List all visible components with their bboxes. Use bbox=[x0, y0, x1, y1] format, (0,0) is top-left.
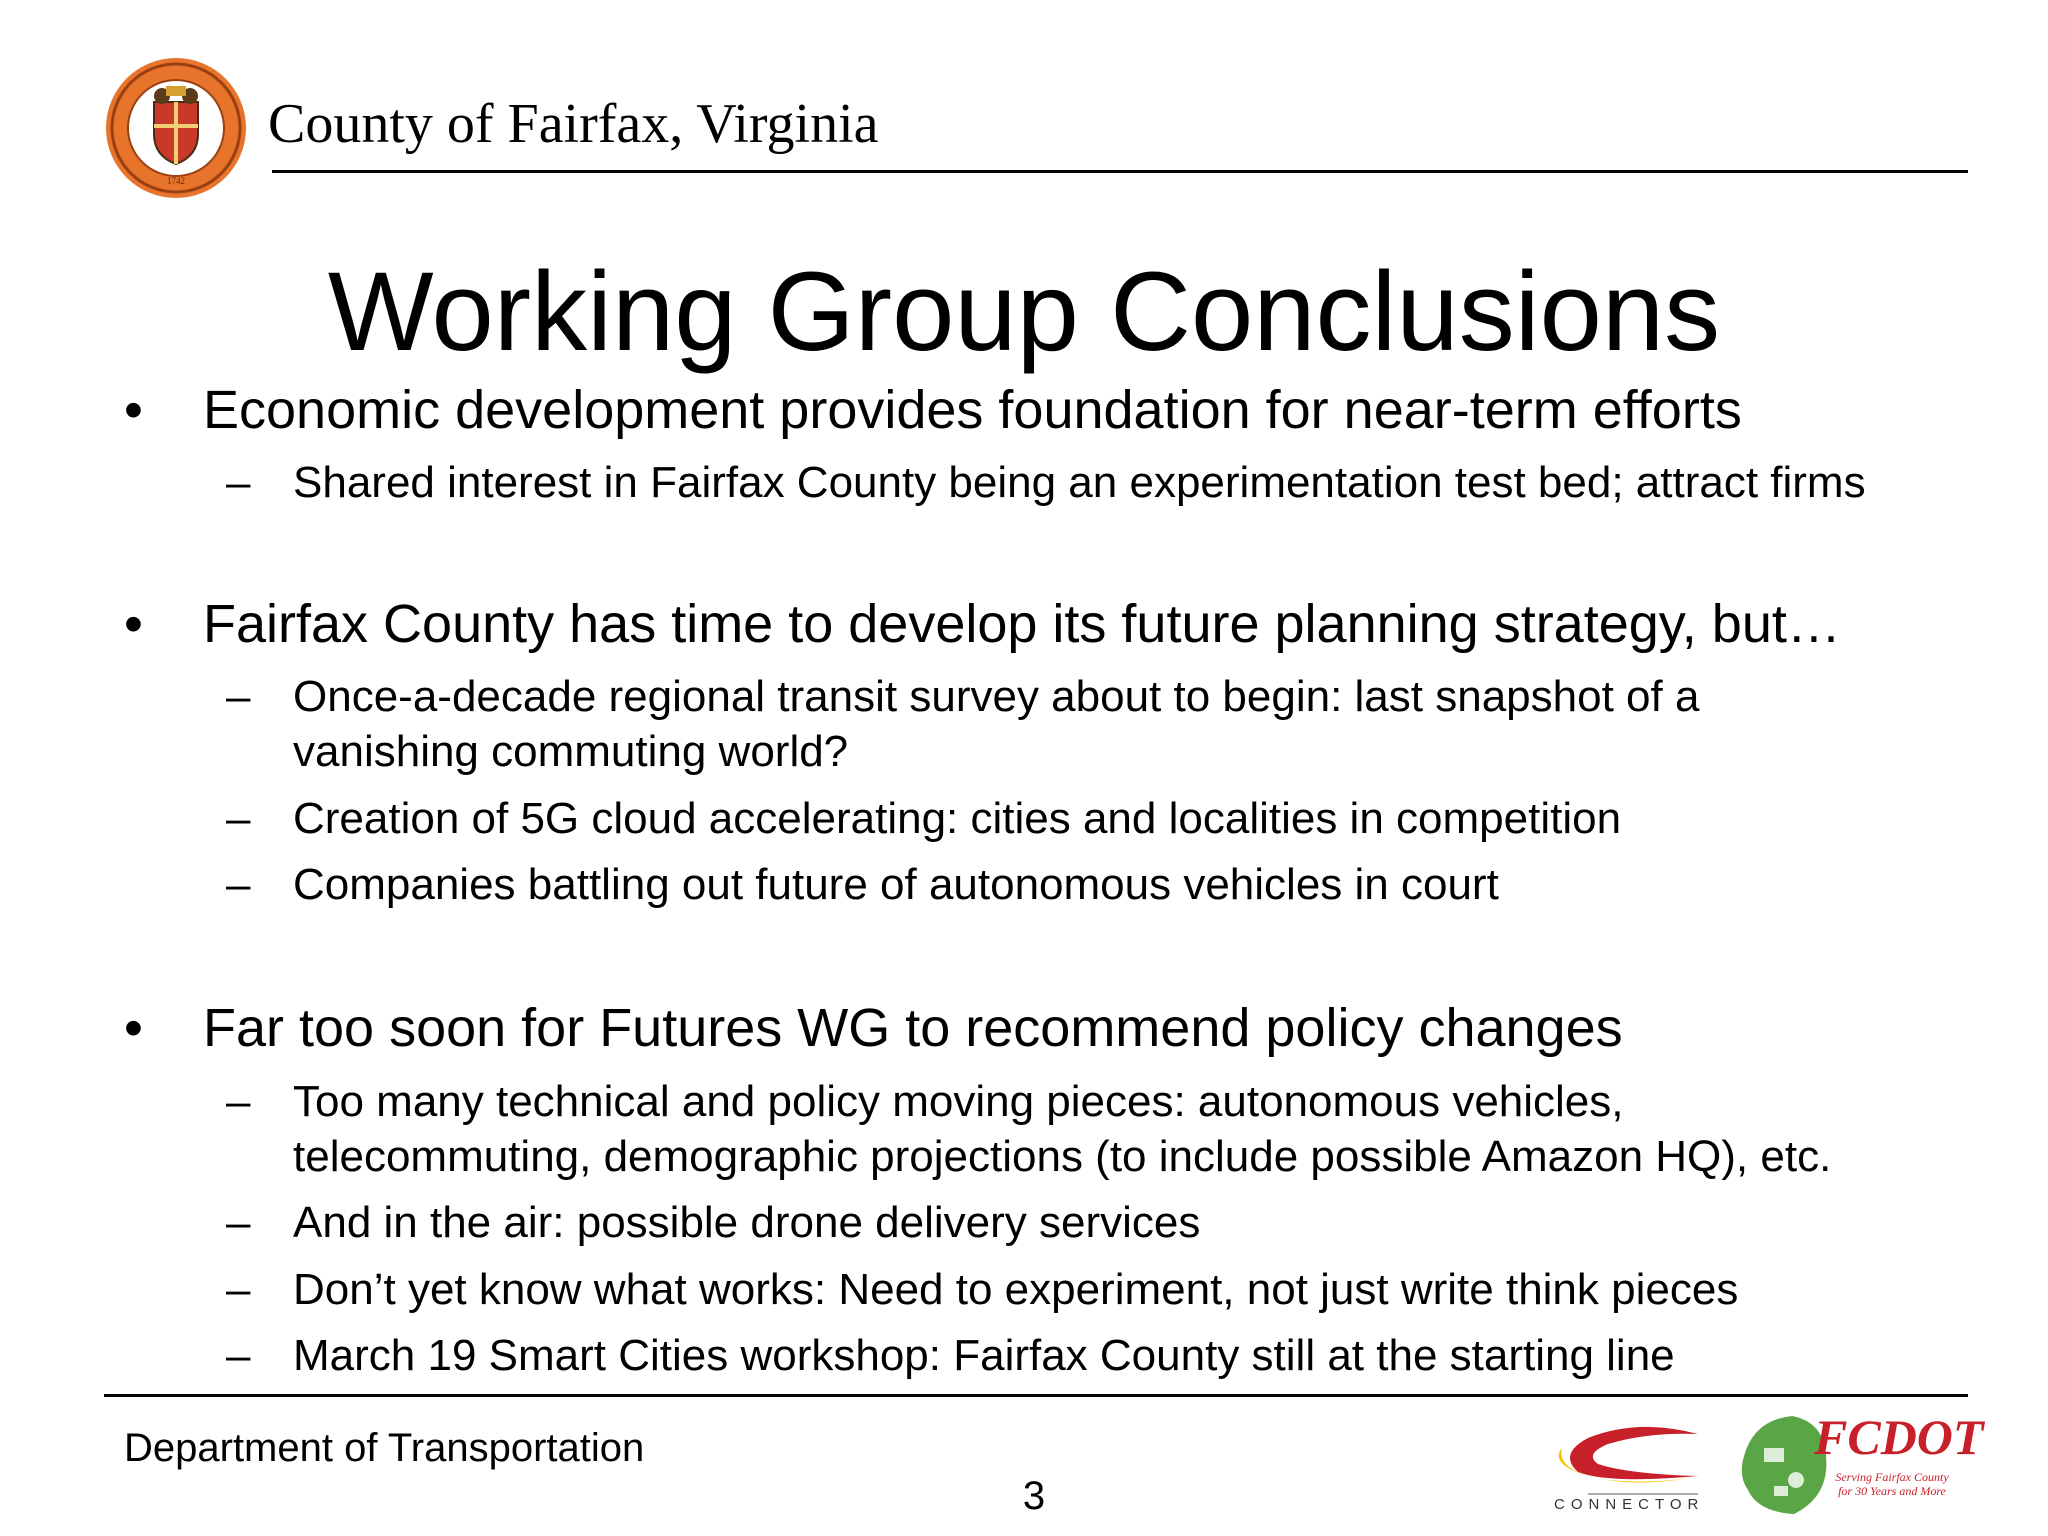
bullet-symbol: • bbox=[124, 380, 143, 440]
dash-symbol: – bbox=[226, 794, 251, 843]
dash-symbol: – bbox=[226, 1077, 251, 1126]
sub-bullet-text: Shared interest in Fairfax County being an experimentation test bed; attract firms bbox=[293, 458, 1866, 507]
sub-bullet-text: And in the air: possible drone delivery services bbox=[293, 1198, 1201, 1247]
fcdot-tagline: Serving Fairfax County for 30 Years and More bbox=[1835, 1470, 1949, 1498]
fcdot-logo bbox=[1734, 1406, 1984, 1524]
sub-bullet-text: telecommuting, demographic projections (to include possible Amazon HQ), etc. bbox=[293, 1132, 1832, 1181]
page-number: 3 bbox=[1022, 1474, 1046, 1518]
sub-bullet-text: Once-a-decade regional transit survey about to begin: last snapshot of a bbox=[293, 672, 1700, 721]
bullet-text: Far too soon for Futures WG to recommend policy changes bbox=[203, 998, 1623, 1058]
dash-symbol: – bbox=[226, 672, 251, 721]
bullet-symbol: • bbox=[124, 998, 143, 1058]
dash-symbol: – bbox=[226, 1265, 251, 1314]
dash-symbol: – bbox=[226, 1331, 251, 1380]
footer-divider bbox=[104, 1394, 1968, 1397]
svg-text:1742: 1742 bbox=[167, 176, 185, 186]
slide-title: Working Group Conclusions bbox=[327, 249, 1721, 374]
dash-symbol: – bbox=[226, 860, 251, 909]
org-name: County of Fairfax, Virginia bbox=[268, 93, 879, 155]
connector-logo bbox=[1548, 1416, 1712, 1516]
bullet-symbol: • bbox=[124, 594, 143, 654]
sub-bullet-text: Creation of 5G cloud accelerating: cities and localities in competition bbox=[293, 794, 1622, 843]
header-divider bbox=[272, 170, 1968, 173]
dash-symbol: – bbox=[226, 1198, 251, 1247]
sub-bullet-text: Companies battling out future of autonomous vehicles in court bbox=[293, 860, 1499, 909]
sub-bullet-text: Don’t yet know what works: Need to experiment, not just write think pieces bbox=[293, 1265, 1739, 1314]
connector-logo-text: CONNECTOR bbox=[1554, 1496, 1705, 1513]
county-seal-logo bbox=[104, 56, 248, 200]
sub-bullet-text: Too many technical and policy moving pieces: autonomous vehicles, bbox=[293, 1077, 1624, 1126]
bullet-text: Fairfax County has time to develop its future planning strategy, but… bbox=[203, 594, 1841, 654]
department-name: Department of Transportation bbox=[124, 1426, 645, 1470]
fcdot-logo-text: FCDOT bbox=[1814, 1409, 1984, 1465]
sub-bullet-text: March 19 Smart Cities workshop: Fairfax County still at the starting line bbox=[293, 1331, 1675, 1380]
sub-bullet-text: vanishing commuting world? bbox=[293, 727, 849, 776]
dash-symbol: – bbox=[226, 458, 251, 507]
bullet-text: Economic development provides foundation for near-term efforts bbox=[203, 380, 1742, 440]
